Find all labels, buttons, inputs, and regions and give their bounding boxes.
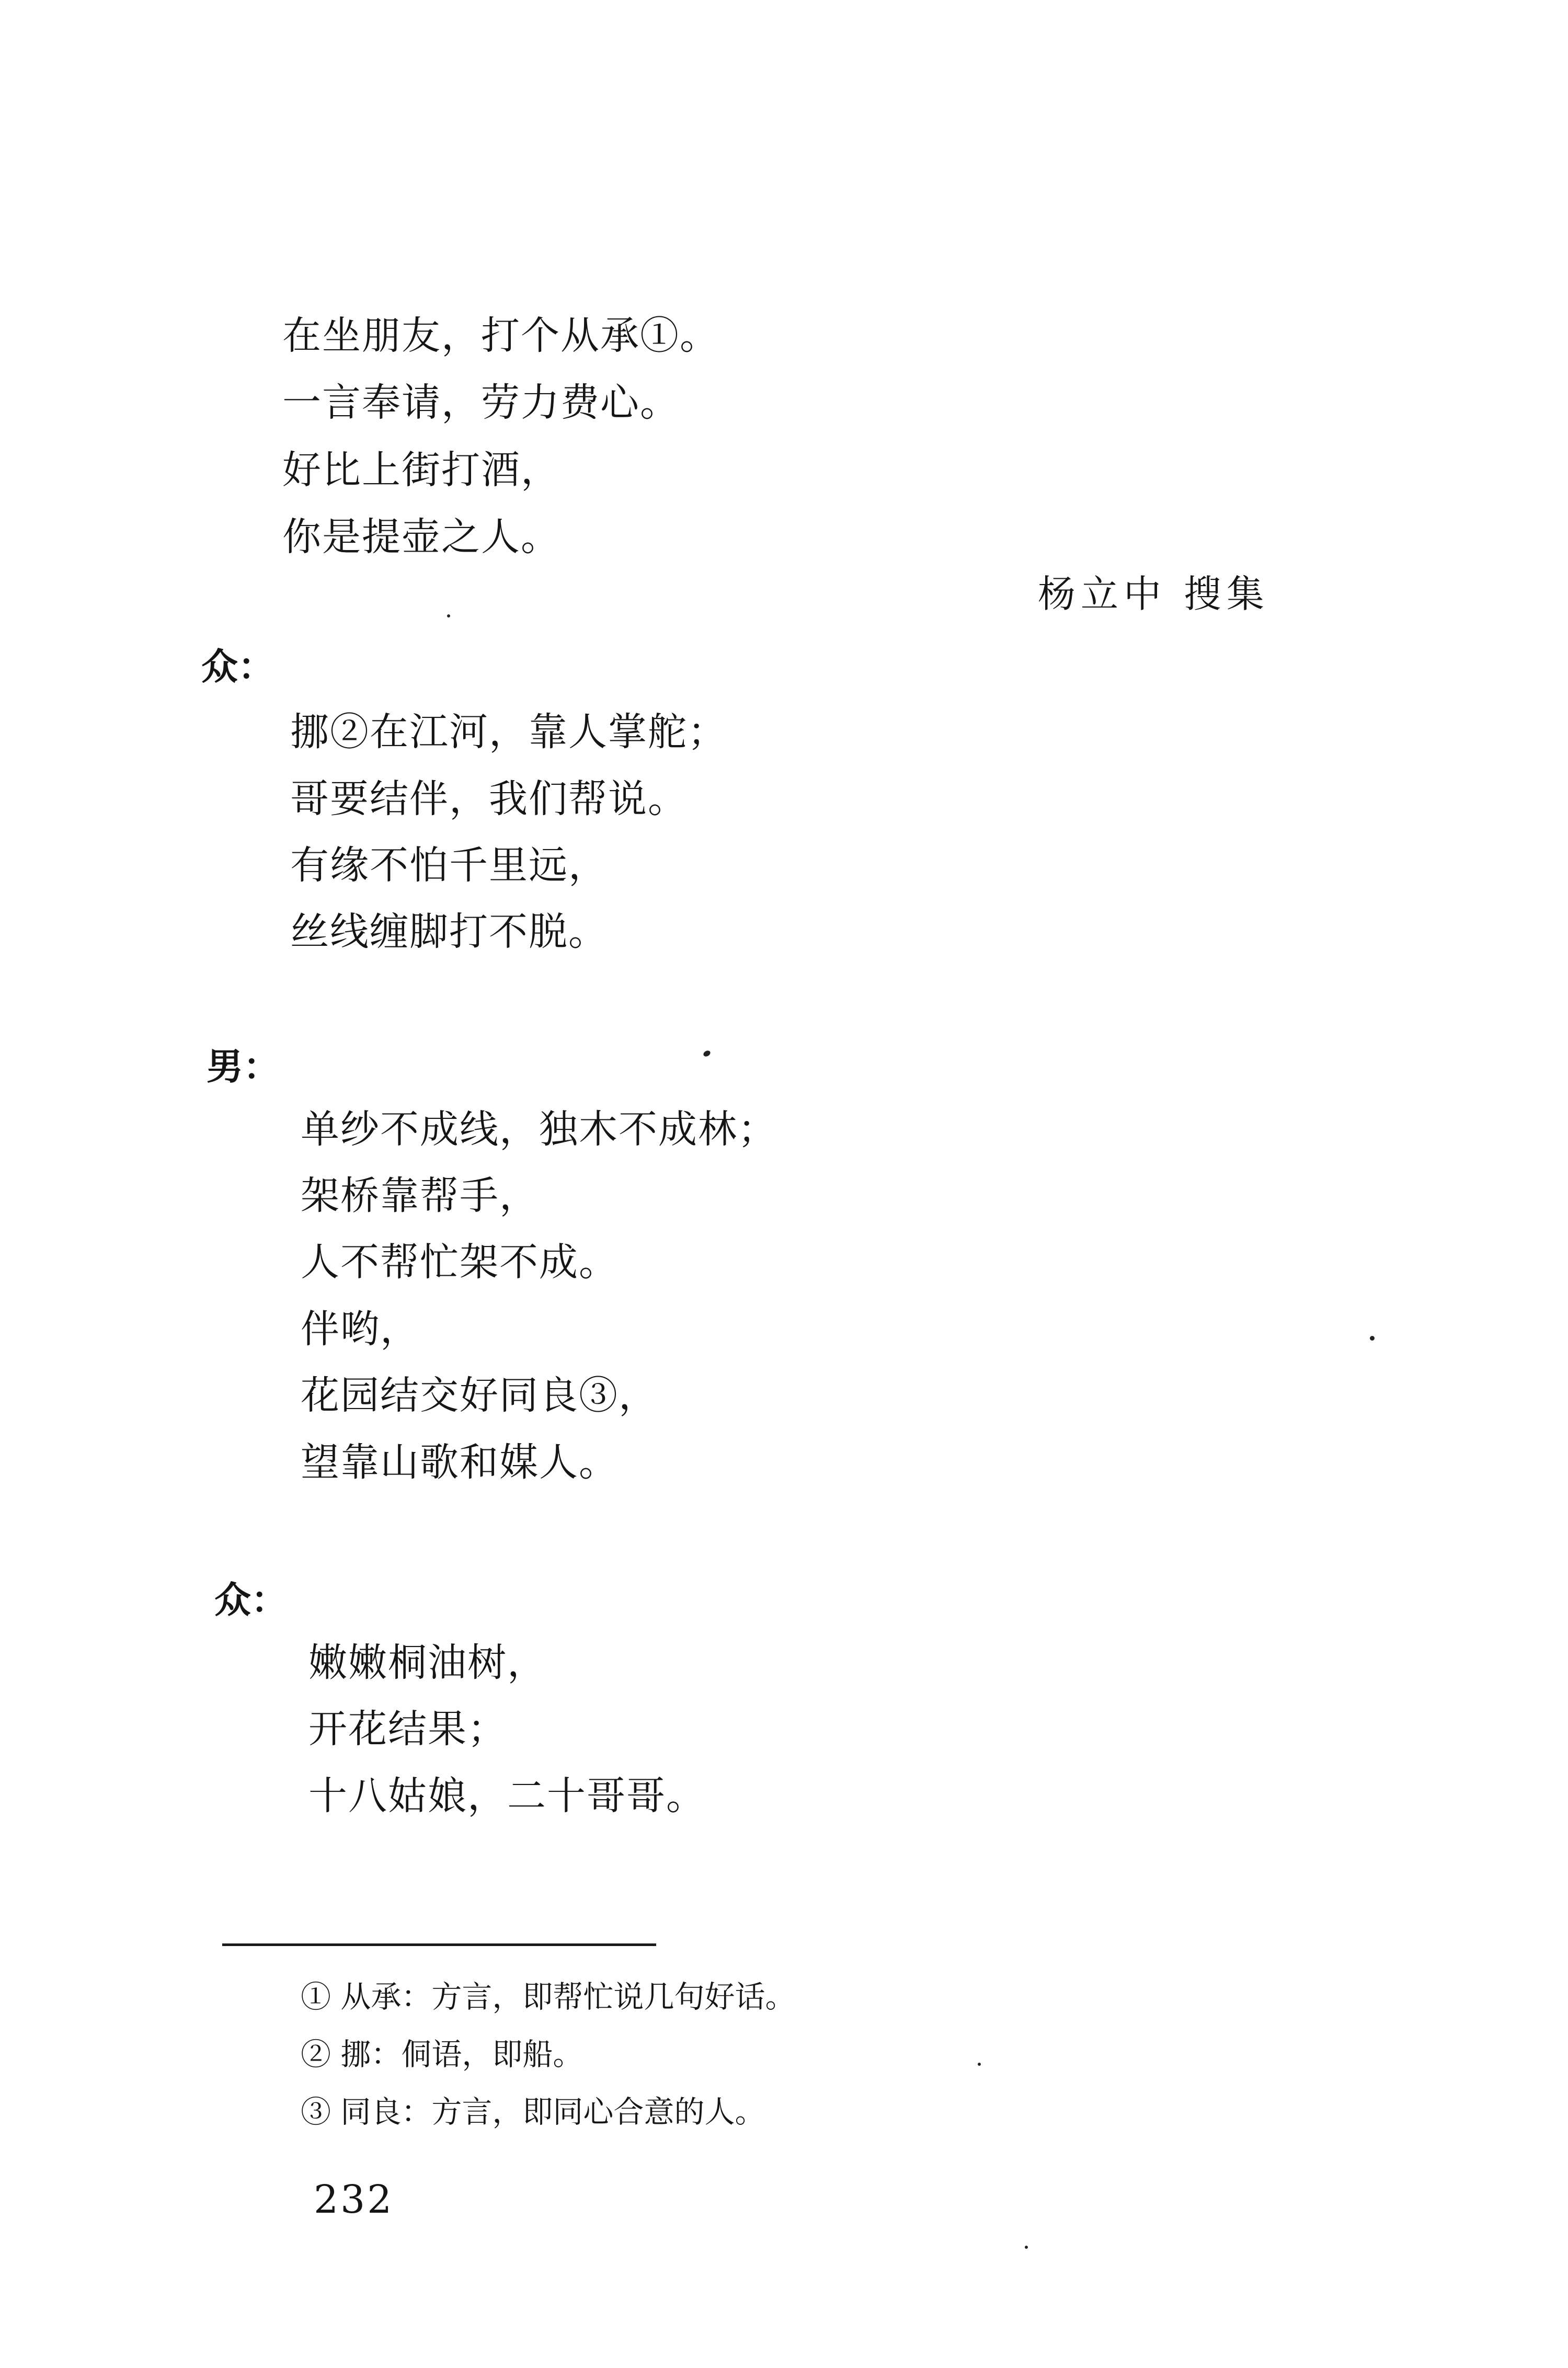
page-number: 232 [314,2177,394,2222]
scan-speck [702,1049,711,1058]
verse-line: 开花结果； [308,1707,507,1752]
scan-speck [978,2063,981,2066]
footnote: ② 挪：侗语，即船。 [301,2037,583,2072]
verse-line: 一言奉请，劳力费心。 [282,380,680,425]
verse-line: 架桥靠帮手， [301,1173,539,1218]
footnote: ③ 同良：方言，即同心合意的人。 [301,2094,765,2130]
collector-credit: 杨立中 搜集 [1038,572,1269,616]
scan-speck [447,614,450,617]
verse-line: 丝线缠脚打不脱。 [290,909,608,954]
footnote: ① 从承：方言，即帮忙说几句好话。 [301,1979,796,2015]
speaker-label: 众： [214,1578,288,1621]
verse-line: 嫩嫩桐油树， [308,1640,547,1685]
verse-line: 伴哟， [301,1307,420,1352]
verse-line: 有缘不怕千里远， [290,843,608,888]
verse-line: 望靠山歌和媒人。 [301,1440,619,1485]
speaker-label: 众： [201,645,274,688]
verse-line: 挪②在江河，靠人掌舵； [290,710,727,754]
verse-line: 单纱不成线，独木不成林； [301,1107,777,1152]
speaker-label: 男： [207,1045,280,1088]
verse-line: 哥要结伴，我们帮说。 [290,776,688,821]
verse-line: 在坐朋友，打个从承①。 [282,313,719,358]
verse-line: 十八姑娘，二十哥哥。 [308,1774,706,1818]
verse-line: 好比上街打酒， [282,448,560,493]
scan-speck [1025,2246,1028,2249]
verse-line: 人不帮忙架不成。 [301,1240,619,1285]
scan-speck [1370,1336,1375,1341]
footnote-divider [222,1943,656,1946]
verse-line: 花园结交好同良③， [301,1373,658,1418]
verse-line: 你是提壶之人。 [282,514,560,559]
